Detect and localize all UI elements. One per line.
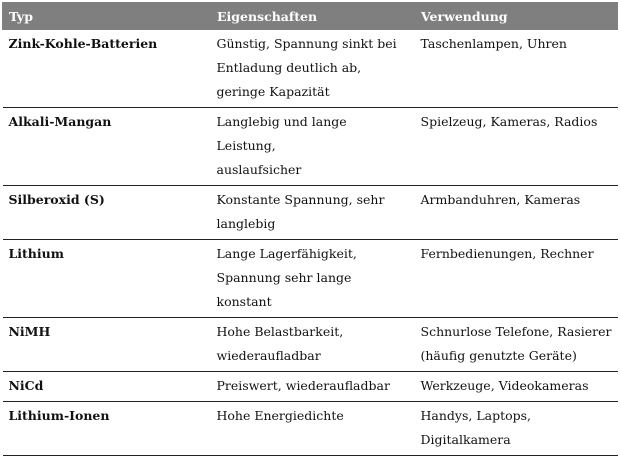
battery-table-container [2,2,617,456]
cell-usage [415,30,618,108]
usage-line: Werkzeuge, Videokameras [420,378,589,393]
properties-line: Preiswert, wiederaufladbar [216,378,390,393]
cell-properties [211,108,415,186]
usage-line: Taschenlampen, Uhren [420,36,567,51]
cell-type: Lithium-Ionen [3,402,211,456]
table-row [3,186,618,240]
table-row [3,30,618,108]
usage-line: Fernbedienungen, Rechner [420,246,594,261]
properties-line: langlebig [216,216,276,231]
header-properties: Eigenschaften [211,3,415,30]
cell-properties [211,402,415,456]
properties-line: Spannung sehr lange konstant [216,270,352,309]
usage-line: Schnurlose Telefone, Rasierer [420,324,612,339]
cell-usage [415,372,618,402]
usage-line: Handys, Laptops, [420,408,532,423]
properties-line: Langlebig und lange Leistung, [216,114,347,153]
cell-properties [211,372,415,402]
properties-line: wiederaufladbar [216,348,321,363]
table-row [3,240,618,318]
cell-properties [211,186,415,240]
cell-type: Silberoxid (S) [3,186,211,240]
table-body [3,30,618,456]
usage-line: Digitalkamera [420,432,511,447]
table-row [3,402,618,456]
cell-properties [211,318,415,372]
properties-line: Günstig, Spannung sinkt bei [216,36,397,51]
cell-type: Lithium [3,240,211,318]
properties-line: Konstante Spannung, sehr [216,192,385,207]
cell-usage [415,186,618,240]
properties-line: Entladung deutlich ab, [216,60,362,75]
battery-types-table [2,2,618,456]
cell-type: NiCd [3,372,211,402]
properties-line: Hohe Belastbarkeit, [216,324,344,339]
cell-usage [415,318,618,372]
table-row [3,108,618,186]
cell-usage [415,240,618,318]
table-header [3,3,618,30]
cell-properties [211,30,415,108]
properties-line: Hohe Energiedichte [216,408,344,423]
header-usage: Verwendung [415,3,618,30]
cell-type: Zink-Kohle-Batterien [3,30,211,108]
usage-line: Armbanduhren, Kameras [420,192,581,207]
cell-properties [211,240,415,318]
properties-line: geringe Kapazität [216,84,330,99]
header-type: Typ [3,3,211,30]
properties-line: Lange Lagerfähigkeit, [216,246,357,261]
cell-usage [415,402,618,456]
cell-usage [415,108,618,186]
header-row [3,3,618,30]
usage-line: (häufig genutzte Geräte) [420,348,577,363]
usage-line: Spielzeug, Kameras, Radios [420,114,598,129]
table-row [3,318,618,372]
cell-type: NiMH [3,318,211,372]
table-row [3,372,618,402]
cell-type: Alkali-Mangan [3,108,211,186]
properties-line: auslaufsicher [216,162,302,177]
